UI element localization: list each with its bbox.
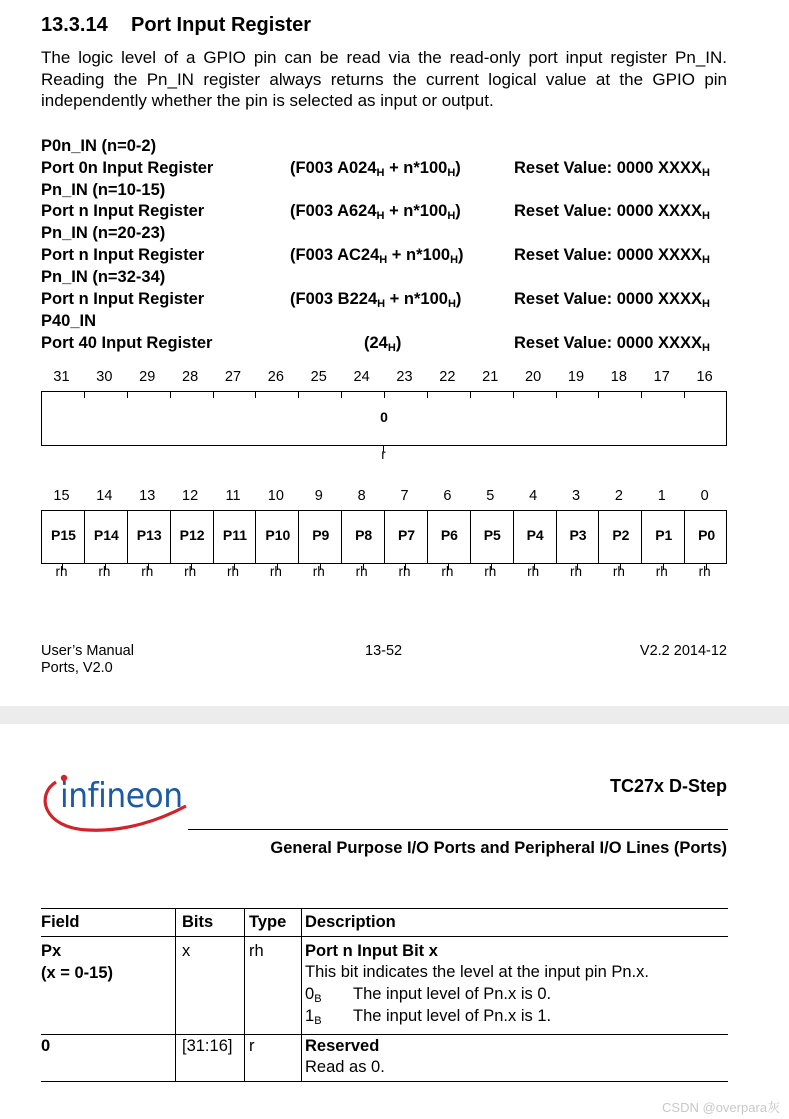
bit-number: 7	[400, 488, 409, 504]
bit-field-label: P7	[397, 527, 416, 543]
row-option-1-text: The input level of Pn.x is 1.	[353, 1007, 552, 1025]
bit-number: 29	[139, 369, 156, 385]
bit-type: rh	[655, 564, 668, 579]
upper-register-box	[41, 391, 727, 446]
bit-number: 23	[396, 369, 413, 385]
row-field: Px	[41, 942, 62, 960]
bit-type: rh	[612, 564, 625, 579]
document-page-2	[0, 724, 789, 1119]
register-name: Port n Input Register	[41, 202, 205, 220]
bit-number: 11	[225, 488, 241, 504]
bit-type: rh	[98, 564, 111, 579]
row-bits: x	[182, 942, 191, 960]
bit-number: 13	[139, 488, 156, 504]
bit-number: 9	[314, 488, 323, 504]
bit-number: 20	[525, 369, 542, 385]
bit-field-label: P5	[483, 527, 501, 543]
bit-field-label: P3	[569, 527, 587, 543]
footer-chapter: Ports, V2.0	[41, 660, 113, 676]
bit-number: 14	[96, 488, 113, 504]
bit-type: rh	[184, 564, 197, 579]
row-option-0-value: $0_B$	[305, 985, 322, 1005]
register-id: Pn_IN (n=32-34)	[41, 268, 166, 286]
bit-number: 12	[182, 488, 199, 504]
bit-field-label: P4	[526, 527, 544, 543]
page-gap	[0, 706, 789, 724]
row-type: r	[249, 1037, 255, 1055]
register-reset-value: Reset Value: 0000 $XXXX_H$	[514, 334, 710, 354]
header-type: Type	[249, 913, 287, 931]
row-desc-title: Reserved	[305, 1037, 380, 1055]
register-reset-value: Reset Value: 0000 $XXXX_H$	[514, 290, 710, 310]
header-rule	[188, 829, 728, 830]
bit-number: 21	[482, 369, 499, 385]
bit-field-label: P13	[136, 527, 162, 543]
bit-number: 4	[529, 488, 538, 504]
bit-number: 18	[610, 369, 627, 385]
row-field-range: (x = 0-15)	[41, 964, 113, 982]
bit-tick	[470, 392, 471, 398]
bit-field-label: P1	[655, 527, 673, 543]
upper-field-type: r	[381, 447, 386, 462]
table-col-divider	[244, 908, 245, 1081]
footer-manual: User’s Manual	[41, 643, 134, 659]
infineon-logo	[40, 766, 190, 836]
section-number: 13.3.14	[41, 14, 108, 36]
register-name: Port n Input Register	[41, 290, 205, 308]
register-address: $(24_H)$	[364, 334, 402, 354]
bit-type: rh	[269, 564, 282, 579]
bit-number: 26	[267, 369, 284, 385]
bit-number: 19	[567, 369, 585, 385]
row-desc: This bit indicates the level at the input pin Pn.x.	[305, 963, 649, 981]
bit-field-label: P11	[222, 527, 248, 543]
table-top-rule	[41, 908, 728, 909]
bit-field-label: P12	[179, 527, 205, 543]
bit-type: rh	[355, 564, 368, 579]
bit-field-label: P6	[440, 527, 458, 543]
section-title: Port Input Register	[131, 14, 312, 36]
bit-number: 24	[353, 369, 370, 385]
row-field: 0	[41, 1037, 51, 1055]
row-desc-title: Port n Input Bit x	[305, 942, 438, 960]
bit-number: 8	[357, 488, 366, 504]
bit-field-label: P2	[612, 527, 630, 543]
bit-tick	[684, 392, 685, 398]
bit-tick	[598, 392, 599, 398]
row-bits: [31:16]	[182, 1037, 233, 1055]
register-id: P40_IN	[41, 312, 97, 330]
device-name: TC27x D-Step	[609, 776, 727, 796]
bit-number: 10	[267, 488, 284, 504]
table-bottom-rule	[41, 1081, 728, 1082]
register-reset-value: Reset Value: 0000 $XXXX_H$	[514, 159, 710, 179]
bit-type: rh	[141, 564, 154, 579]
row-desc: Read as 0.	[305, 1058, 385, 1076]
bit-tick	[341, 392, 342, 398]
bit-number: 22	[439, 369, 456, 385]
bit-field-label: P10	[265, 527, 291, 543]
bit-tick	[298, 392, 299, 398]
register-address: (F003 $AC24_H + n*100_H$)	[290, 246, 464, 266]
bit-number: 16	[696, 369, 713, 385]
bit-tick	[427, 392, 428, 398]
bit-number: 1	[657, 488, 666, 504]
bit-type: rh	[312, 564, 325, 579]
bit-field-label: P14	[93, 527, 119, 543]
register-reset-value: Reset Value: 0000 $XXXX_H$	[514, 246, 710, 266]
row-option-1-value: $1_B$	[305, 1007, 322, 1027]
intro-paragraph: The logic level of a GPIO pin can be read via the read-only port input register Pn_IN. Reading the Pn_IN register always returns the current logical value at the GPIO pin independently whether the pin is selected as input or output.	[41, 48, 727, 111]
bit-number: 0	[700, 488, 709, 504]
register-address: (F003 $A624_H + n*100_H$)	[290, 202, 461, 222]
bit-tick	[641, 392, 642, 398]
register-name: Port 0n Input Register	[41, 159, 214, 177]
bit-number: 5	[486, 488, 495, 504]
upper-field-label: 0	[380, 409, 388, 425]
bit-number: 17	[653, 369, 670, 385]
bit-number: 25	[310, 369, 327, 385]
bit-tick	[127, 392, 128, 398]
bit-type: rh	[527, 564, 540, 579]
bit-type: rh	[226, 564, 239, 579]
header-field: Field	[41, 913, 80, 931]
bit-tick	[513, 392, 514, 398]
bit-field-label: P9	[312, 527, 330, 543]
table-row-rule	[41, 1034, 728, 1035]
bit-number: 31	[53, 369, 70, 385]
register-id: P0n_IN (n=0-2)	[41, 137, 157, 155]
bit-type: rh	[55, 564, 68, 579]
footer-page-number: 13-52	[365, 643, 403, 659]
chapter-title: General Purpose I/O Ports and Peripheral I/O Lines (Ports)	[270, 839, 727, 857]
table-header-rule	[41, 936, 728, 937]
register-id: Pn_IN (n=20-23)	[41, 224, 166, 242]
register-id: Pn_IN (n=10-15)	[41, 181, 166, 199]
header-bits: Bits	[182, 913, 214, 931]
register-reset-value: Reset Value: 0000 $XXXX_H$	[514, 202, 710, 222]
bit-field-label: P8	[355, 527, 373, 543]
bit-tick	[213, 392, 214, 398]
bit-tick	[255, 392, 256, 398]
bit-type: rh	[569, 564, 582, 579]
bit-number: 15	[53, 488, 70, 504]
row-type: rh	[249, 942, 264, 960]
bit-number: 6	[443, 488, 452, 504]
register-address: (F003 $B224_H + n*100_H$)	[290, 290, 462, 310]
bit-type: rh	[398, 564, 411, 579]
bit-number: 3	[571, 488, 581, 504]
bit-tick	[384, 392, 385, 398]
row-option-0-text: The input level of Pn.x is 0.	[353, 985, 552, 1003]
bit-tick	[556, 392, 557, 398]
bit-number: 30	[96, 369, 113, 385]
bit-number: 27	[224, 369, 242, 385]
table-col-divider	[175, 908, 176, 1081]
bit-field-label: P15	[51, 527, 76, 543]
footer-version: V2.2 2014-12	[639, 643, 727, 659]
register-address: (F003 $A024_H + n*100_H$)	[290, 159, 461, 179]
bit-number: 28	[182, 369, 199, 385]
bit-tick	[84, 392, 85, 398]
watermark: CSDN @overpara灰	[662, 1100, 780, 1115]
bit-type: rh	[698, 564, 711, 579]
register-name: Port 40 Input Register	[41, 334, 213, 352]
bit-number: 2	[614, 488, 623, 504]
register-name: Port n Input Register	[41, 246, 205, 264]
table-col-divider	[301, 908, 302, 1081]
bit-tick	[170, 392, 171, 398]
lower-register-box	[41, 510, 727, 564]
bit-type: rh	[484, 564, 497, 579]
bit-field-label: P0	[698, 527, 716, 543]
header-description: Description	[305, 913, 396, 931]
bit-type: rh	[441, 564, 454, 579]
logo-wordmark: infineon	[60, 776, 183, 816]
